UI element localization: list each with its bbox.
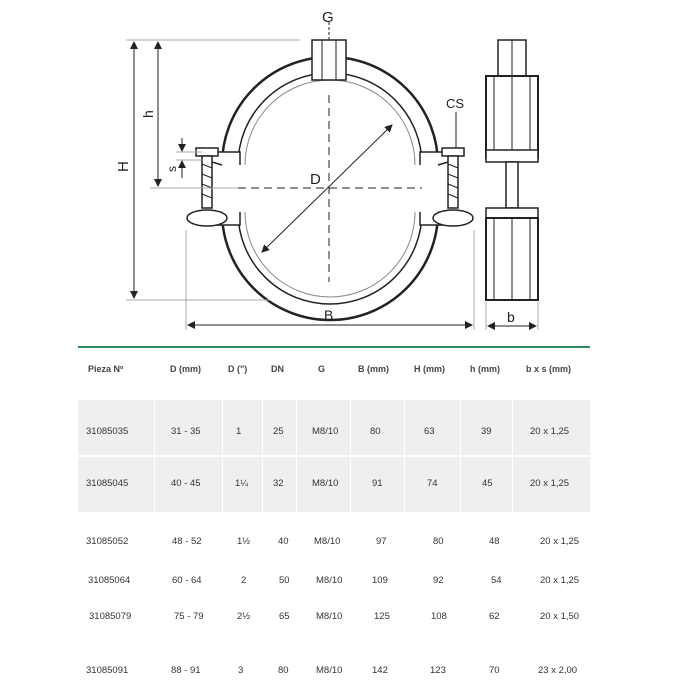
header-h-small-mm: h (mm) bbox=[470, 364, 500, 374]
cell-d-inch: 3 bbox=[238, 665, 244, 676]
header-d-mm: D (mm) bbox=[170, 364, 201, 374]
cell-dn: 80 bbox=[278, 665, 289, 676]
cell-d-mm: 40 - 45 bbox=[171, 478, 201, 489]
cell-d-mm: 88 - 91 bbox=[171, 665, 201, 676]
header-bxs: b x s (mm) bbox=[526, 364, 572, 374]
spec-table bbox=[78, 346, 590, 700]
cell-h-small-mm: 70 bbox=[489, 665, 500, 676]
header-b-mm: B (mm) bbox=[358, 364, 389, 374]
cell-b-mm: 91 bbox=[372, 478, 383, 489]
label-B: B bbox=[324, 307, 334, 323]
cell-dn: 25 bbox=[273, 426, 284, 437]
cell-d-mm: 75 - 79 bbox=[174, 611, 204, 622]
cell-bxs: 20 x 1,25 bbox=[530, 426, 570, 437]
label-H: H bbox=[115, 161, 132, 172]
cell-h-small-mm: 62 bbox=[489, 611, 500, 622]
cell-b-mm: 80 bbox=[370, 426, 381, 437]
cell-bxs: 20 x 1,50 bbox=[540, 611, 580, 622]
label-s: s bbox=[165, 166, 179, 172]
cell-d-mm: 31 - 35 bbox=[171, 426, 201, 437]
cell-b-mm: 125 bbox=[374, 611, 390, 622]
cell-dn: 50 bbox=[279, 575, 290, 586]
cell-d-inch: 2 bbox=[241, 575, 247, 586]
cell-d-mm: 48 - 52 bbox=[172, 536, 202, 547]
cell-d-inch: 1½ bbox=[237, 536, 251, 547]
cell-g: M8/10 bbox=[316, 611, 343, 622]
cell-pieza: 31085079 bbox=[89, 611, 132, 622]
cell-dn: 32 bbox=[273, 478, 284, 489]
cell-h-small-mm: 45 bbox=[482, 478, 493, 489]
cell-pieza: 31085091 bbox=[86, 665, 129, 676]
label-h: h bbox=[140, 110, 156, 118]
cell-h-mm: 80 bbox=[433, 536, 444, 547]
header-dn: DN bbox=[271, 364, 284, 374]
cell-g: M8/10 bbox=[316, 575, 343, 586]
label-D: D bbox=[310, 171, 321, 188]
cell-pieza: 31085064 bbox=[88, 575, 131, 586]
cell-g: M8/10 bbox=[314, 536, 341, 547]
side-view bbox=[486, 40, 538, 300]
technical-drawing bbox=[0, 0, 700, 345]
cell-b-mm: 142 bbox=[372, 665, 388, 676]
cell-b-mm: 97 bbox=[376, 536, 387, 547]
cell-h-mm: 74 bbox=[427, 478, 438, 489]
header-g: G bbox=[318, 364, 326, 374]
cell-dn: 65 bbox=[279, 611, 290, 622]
label-G: G bbox=[322, 9, 334, 26]
cell-pieza: 31085035 bbox=[86, 426, 129, 437]
table-header-rule bbox=[78, 346, 590, 348]
cell-pieza: 31085052 bbox=[86, 536, 129, 547]
threaded-nut bbox=[312, 22, 346, 80]
cell-d-inch: 2½ bbox=[237, 611, 251, 622]
cell-dn: 40 bbox=[278, 536, 289, 547]
header-d-inch: D (") bbox=[228, 364, 248, 374]
cell-g: M8/10 bbox=[312, 478, 339, 489]
cell-pieza: 31085045 bbox=[86, 478, 129, 489]
cell-h-small-mm: 54 bbox=[491, 575, 502, 586]
cell-bxs: 20 x 1,25 bbox=[540, 536, 580, 547]
cell-bxs: 23 x 2,00 bbox=[538, 665, 578, 676]
cell-h-mm: 123 bbox=[430, 665, 446, 676]
cell-d-inch: 1 bbox=[236, 426, 242, 437]
label-CS: CS bbox=[446, 96, 465, 111]
cell-d-mm: 60 - 64 bbox=[172, 575, 202, 586]
cell-bxs: 20 x 1,25 bbox=[540, 575, 580, 586]
cell-h-small-mm: 48 bbox=[489, 536, 500, 547]
cell-h-mm: 92 bbox=[433, 575, 444, 586]
header-pieza: Pieza Nº bbox=[88, 364, 124, 374]
cell-h-mm: 63 bbox=[424, 426, 435, 437]
cell-g: M8/10 bbox=[312, 426, 339, 437]
cell-h-mm: 108 bbox=[431, 611, 447, 622]
label-b: b bbox=[507, 309, 515, 325]
cell-bxs: 20 x 1,25 bbox=[530, 478, 570, 489]
cell-g: M8/10 bbox=[316, 665, 343, 676]
cell-b-mm: 109 bbox=[372, 575, 388, 586]
cell-d-inch: 1¼ bbox=[235, 478, 249, 489]
header-h-mm: H (mm) bbox=[414, 364, 445, 374]
cell-h-small-mm: 39 bbox=[481, 426, 492, 437]
